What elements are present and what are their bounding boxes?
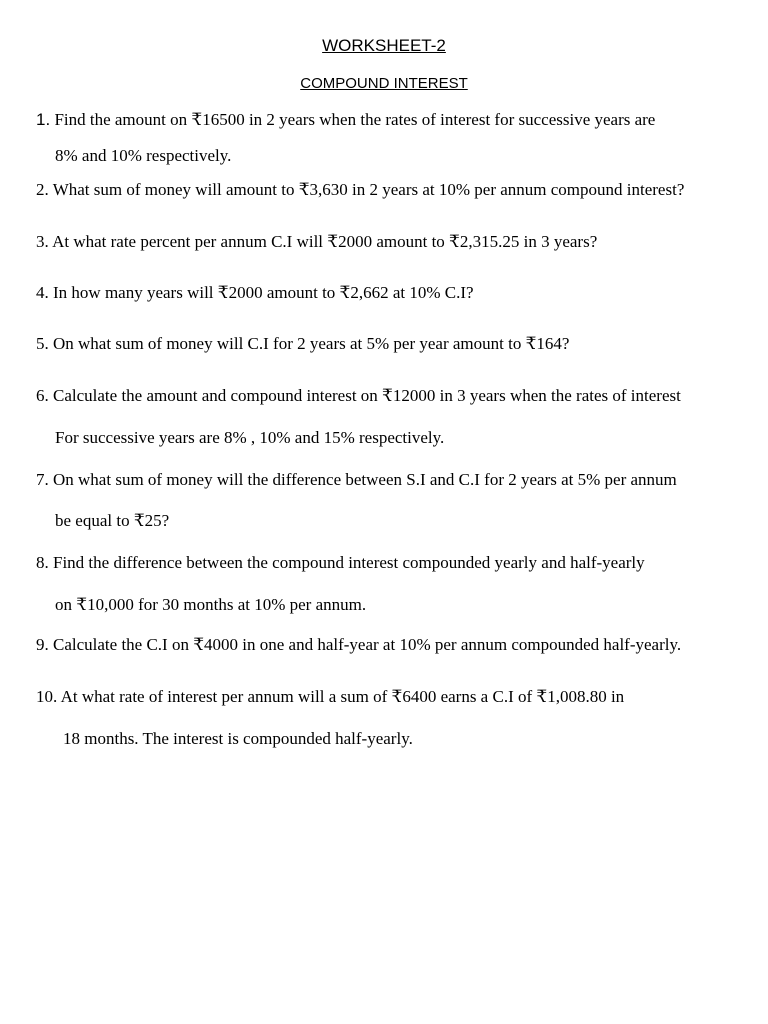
question-number: 7. xyxy=(36,470,49,489)
question-number: 2. xyxy=(36,180,49,199)
question-10 xyxy=(36,686,624,708)
question-9 xyxy=(36,634,681,656)
question-number: 3. xyxy=(36,232,49,251)
question-text: At what rate of interest per annum will a sum of ₹6400 earns a C.I of ₹1,008.80 in xyxy=(60,687,625,706)
question-text: Find the amount on ₹16500 in 2 years when the rates of interest for successive years are xyxy=(54,110,656,129)
question-7 xyxy=(36,469,677,491)
question-text: On what sum of money will C.I for 2 years at 5% per year amount to ₹164? xyxy=(53,334,570,353)
question-text: Calculate the C.I on ₹4000 in one and half-year at 10% per annum compounded half-yearly. xyxy=(53,635,682,654)
question-8 xyxy=(36,552,645,574)
question-number: 1. xyxy=(36,110,51,129)
question-1-continuation: 8% and 10% respectively. xyxy=(55,146,232,165)
question-text: Calculate the amount and compound interest on ₹12000 in 3 years when the rates of interest xyxy=(53,386,681,405)
question-3 xyxy=(36,231,597,253)
question-text: On what sum of money will the difference between S.I and C.I for 2 years at 5% per annum xyxy=(53,470,677,489)
question-number: 10. xyxy=(36,687,58,706)
question-number: 8. xyxy=(36,553,49,572)
question-6-continuation: For successive years are 8% , 10% and 15% respectively. xyxy=(55,428,445,447)
question-number: 5. xyxy=(36,334,49,353)
question-8-continuation: on ₹10,000 for 30 months at 10% per annum. xyxy=(55,595,367,614)
question-text: In how many years will ₹2000 amount to ₹2,662 at 10% C.I? xyxy=(53,283,474,302)
question-2 xyxy=(36,179,684,201)
question-text: Find the difference between the compound interest compounded yearly and half-yearly xyxy=(53,553,645,572)
question-number: 4. xyxy=(36,283,49,302)
question-1 xyxy=(36,109,655,131)
worksheet-title: WORKSHEET-2 xyxy=(322,36,446,55)
worksheet-subtitle: COMPOUND INTEREST xyxy=(300,75,468,92)
question-text: At what rate percent per annum C.I will ₹2000 amount to ₹2,315.25 in 3 years? xyxy=(52,232,598,251)
question-10-continuation: 18 months. The interest is compounded half-yearly. xyxy=(63,729,413,748)
question-7-continuation: be equal to ₹25? xyxy=(55,511,170,530)
question-4 xyxy=(36,282,474,304)
question-6 xyxy=(36,385,681,407)
question-5 xyxy=(36,333,569,355)
question-text: What sum of money will amount to ₹3,630 in 2 years at 10% per annum compound interest? xyxy=(52,180,685,199)
question-number: 9. xyxy=(36,635,49,654)
question-number: 6. xyxy=(36,386,49,405)
